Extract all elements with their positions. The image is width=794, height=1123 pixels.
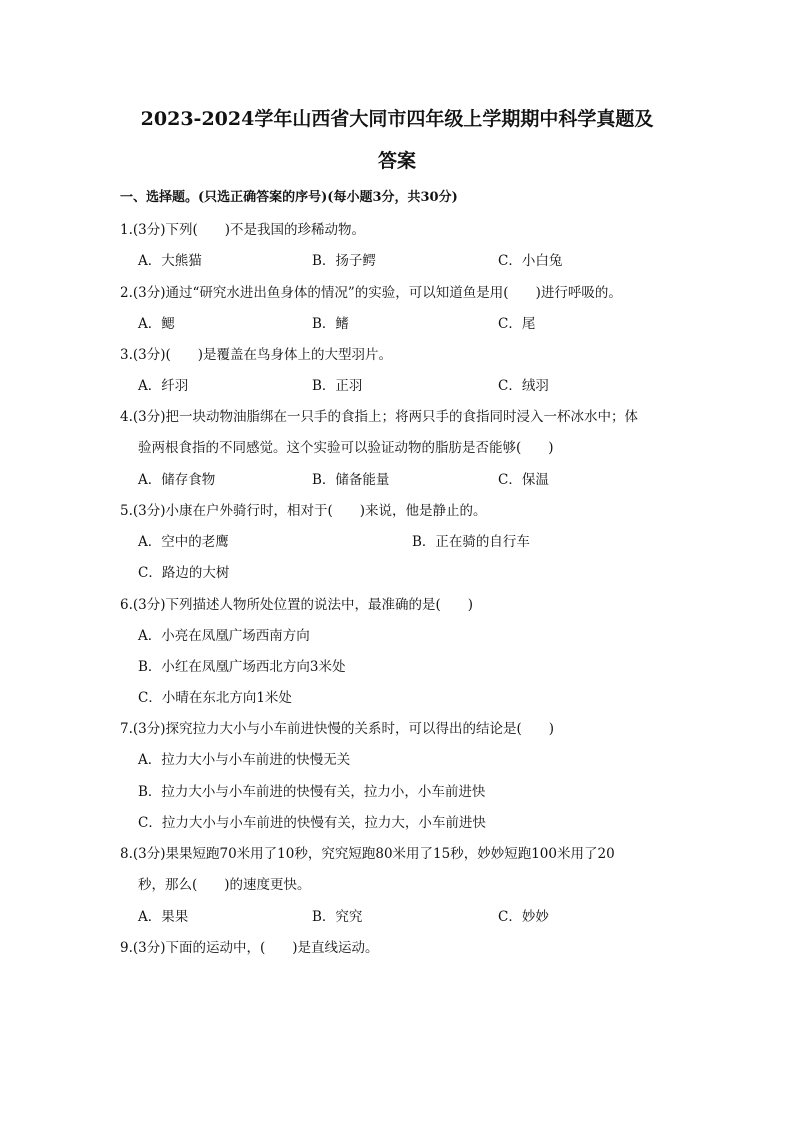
question-4-stem: 4.(3分)把一块动物油脂绑在一只手的食指上；将两只手的食指同时浸入一杯冰水中；体 <box>120 409 639 425</box>
question-6-option-b: B．小红在凤凰广场西北方向3米处 <box>138 659 346 675</box>
question-8-option-a: A．果果 <box>138 909 189 925</box>
question-1-stem: 1.(3分)下列( )不是我国的珍稀动物。 <box>120 222 366 238</box>
question-4-option-c: C．保温 <box>498 472 549 488</box>
question-4-option-a: A．储存食物 <box>138 472 216 488</box>
question-5-option-a: A．空中的老鹰 <box>138 534 229 550</box>
question-7-option-c: C．拉力大小与小车前进的快慢有关，拉力大，小车前进快 <box>138 815 486 831</box>
question-6-option-a: A．小亮在凤凰广场西南方向 <box>138 628 310 644</box>
question-2-stem: 2.(3分)通过“研究水进出鱼身体的情况”的实验，可以知道鱼是用( )进行呼吸的。 <box>120 285 622 301</box>
question-8-option-b: B．究究 <box>312 909 363 925</box>
question-2-option-b: B．鳍 <box>312 316 349 332</box>
question-8-stem-continued: 秒，那么( )的速度更快。 <box>138 877 311 893</box>
section-heading: 一、选择题。(只选正确答案的序号)(每小题3分，共30分) <box>120 190 458 205</box>
question-7-option-b: B．拉力大小与小车前进的快慢有关，拉力小，小车前进快 <box>138 784 486 800</box>
question-7-stem: 7.(3分)探究拉力大小与小车前进快慢的关系时，可以得出的结论是( ) <box>120 721 555 737</box>
document-title-line-1: 2023-2024学年山西省大同市四年级上学期期中科学真题及 <box>140 108 654 130</box>
question-8-stem: 8.(3分)果果短跑70米用了10秒，究究短跑80米用了15秒，妙妙短跑100米用了20 <box>120 846 615 862</box>
question-6-stem: 6.(3分)下列描述人物所处位置的说法中，最准确的是( ) <box>120 597 474 613</box>
question-5-option-c: C．路边的大树 <box>138 565 230 581</box>
question-6-option-c: C．小晴在东北方向1米处 <box>138 690 292 706</box>
question-5-option-b: B．正在骑的自行车 <box>412 534 530 550</box>
question-1-option-c: C．小白兔 <box>498 253 563 269</box>
question-1-option-b: B．扬子鳄 <box>312 253 376 269</box>
question-8-option-c: C．妙妙 <box>498 909 549 925</box>
question-2-option-a: A．鳃 <box>138 316 175 332</box>
document-title-line-2: 答案 <box>377 150 416 172</box>
question-2-option-c: C．尾 <box>498 316 536 332</box>
question-9-stem: 9.(3分)下面的运动中，( )是直线运动。 <box>120 940 379 956</box>
question-4-option-b: B．储备能量 <box>312 472 390 488</box>
question-3-option-b: B．正羽 <box>312 378 363 394</box>
question-1-option-a: A．大熊猫 <box>138 253 202 269</box>
question-7-option-a: A．拉力大小与小车前进的快慢无关 <box>138 752 351 768</box>
question-4-stem-continued: 验两根食指的不同感觉。这个实验可以验证动物的脂肪是否能够( ) <box>138 440 554 456</box>
question-3-option-c: C．绒羽 <box>498 378 549 394</box>
question-3-option-a: A．纤羽 <box>138 378 189 394</box>
question-5-stem: 5.(3分)小康在户外骑行时，相对于( )来说，他是静止的。 <box>120 503 487 519</box>
question-3-stem: 3.(3分)( )是覆盖在鸟身体上的大型羽片。 <box>120 347 393 363</box>
